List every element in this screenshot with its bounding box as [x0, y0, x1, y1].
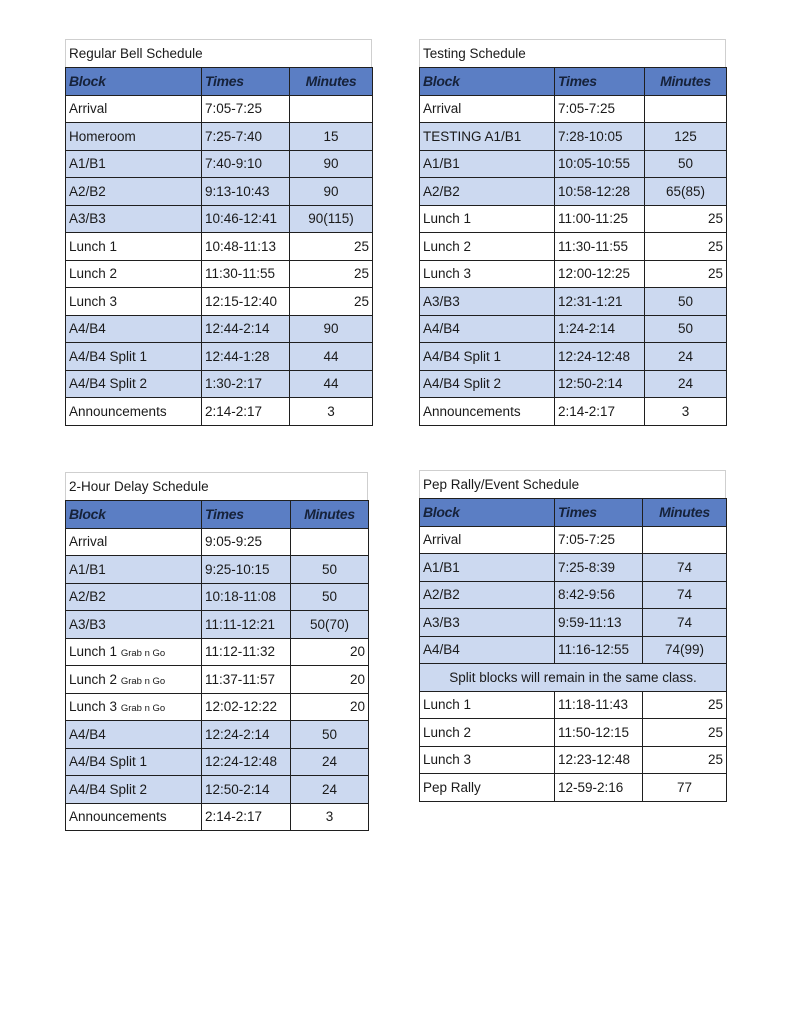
block-cell: A1/B1 [420, 150, 555, 178]
times-cell: 12:50-2:14 [555, 370, 645, 398]
block-cell: Lunch 1 [420, 205, 555, 233]
times-cell: 12:50-2:14 [202, 776, 291, 804]
times-cell: 2:14-2:17 [202, 398, 290, 426]
block-cell: TESTING A1/B1 [420, 123, 555, 151]
block-cell: Lunch 2 [420, 233, 555, 261]
table-row [66, 343, 373, 371]
header-row [420, 68, 727, 96]
times-cell: 7:05-7:25 [555, 95, 645, 123]
block-cell: A4/B4 Split 1 [66, 343, 202, 371]
block-cell: Announcements [420, 398, 555, 426]
table-row [420, 370, 727, 398]
block-cell: A4/B4 Split 1 [420, 343, 555, 371]
table-row [66, 150, 373, 178]
block-cell: Lunch 2 [420, 719, 555, 747]
minutes-cell: 25 [290, 233, 373, 261]
times-cell: 10:46-12:41 [202, 205, 290, 233]
times-cell: 1:30-2:17 [202, 370, 290, 398]
block-cell: Announcements [66, 398, 202, 426]
minutes-cell: 25 [290, 288, 373, 316]
times-cell: 12:44-2:14 [202, 315, 290, 343]
block-cell: Lunch 2 [66, 260, 202, 288]
table-row [420, 288, 727, 316]
block-label: Lunch 2 [69, 671, 118, 687]
block-cell: Lunch 3 [420, 260, 555, 288]
minutes-cell: 90 [290, 315, 373, 343]
times-cell: 10:05-10:55 [555, 150, 645, 178]
block-cell: A3/B3 [66, 611, 202, 639]
block-cell: A4/B4 [66, 315, 202, 343]
block-cell: A3/B3 [420, 288, 555, 316]
schedule-title: Pep Rally/Event Schedule [419, 470, 726, 498]
minutes-cell: 25 [643, 746, 727, 774]
header-block: Block [420, 68, 555, 96]
minutes-cell [643, 526, 727, 554]
block-cell: Homeroom [66, 123, 202, 151]
table-row [66, 803, 369, 831]
times-cell: 11:00-11:25 [555, 205, 645, 233]
table-row [66, 370, 373, 398]
table-row [420, 95, 727, 123]
minutes-cell: 77 [643, 774, 727, 802]
table-row [66, 748, 369, 776]
block-cell: A4/B4 Split 2 [420, 370, 555, 398]
times-cell: 11:50-12:15 [555, 719, 643, 747]
header-block: Block [420, 499, 555, 527]
times-cell: 7:40-9:10 [202, 150, 290, 178]
header-minutes: Minutes [643, 499, 727, 527]
times-cell: 12:44-1:28 [202, 343, 290, 371]
minutes-cell: 24 [645, 343, 727, 371]
minutes-cell: 24 [291, 748, 369, 776]
block-cell: Arrival [420, 95, 555, 123]
grab-n-go-note: Grab n Go [120, 648, 166, 660]
grab-n-go-note: Grab n Go [120, 675, 166, 687]
table-row [420, 554, 727, 582]
times-cell: 7:05-7:25 [555, 526, 643, 554]
header-minutes: Minutes [291, 501, 369, 529]
table-row [66, 315, 373, 343]
table-row [420, 581, 727, 609]
minutes-cell: 50 [291, 583, 369, 611]
times-cell: 9:59-11:13 [555, 609, 643, 637]
regular-bell-schedule [65, 39, 372, 426]
block-cell [66, 693, 202, 721]
table-row [420, 691, 727, 719]
pep-rally-schedule [419, 470, 726, 802]
table-row [66, 556, 369, 584]
minutes-cell: 44 [290, 370, 373, 398]
block-cell: A2/B2 [420, 581, 555, 609]
block-cell: A2/B2 [66, 583, 202, 611]
table-row [420, 178, 727, 206]
block-cell: Arrival [66, 95, 202, 123]
table-row [420, 526, 727, 554]
times-cell: 12:24-12:48 [555, 343, 645, 371]
block-cell: A1/B1 [66, 150, 202, 178]
times-cell: 10:18-11:08 [202, 583, 291, 611]
times-cell: 9:25-10:15 [202, 556, 291, 584]
schedule-title: Regular Bell Schedule [65, 39, 372, 67]
header-row [66, 501, 369, 529]
table-row [420, 260, 727, 288]
table-row [66, 288, 373, 316]
times-cell: 9:05-9:25 [202, 528, 291, 556]
table-row [66, 693, 369, 721]
block-cell: A4/B4 [420, 315, 555, 343]
table-row [66, 638, 369, 666]
minutes-cell: 24 [645, 370, 727, 398]
block-cell [66, 666, 202, 694]
minutes-cell: 44 [290, 343, 373, 371]
table-row [66, 233, 373, 261]
minutes-cell: 65(85) [645, 178, 727, 206]
header-minutes: Minutes [290, 68, 373, 96]
table-row [420, 609, 727, 637]
times-cell: 12:24-12:48 [202, 748, 291, 776]
minutes-cell: 50 [291, 556, 369, 584]
header-times: Times [202, 501, 291, 529]
grab-n-go-note: Grab n Go [120, 703, 166, 715]
table-row [420, 719, 727, 747]
table-row [420, 205, 727, 233]
table-row [66, 583, 369, 611]
minutes-cell: 74 [643, 609, 727, 637]
table-row [420, 398, 727, 426]
minutes-cell: 20 [291, 638, 369, 666]
minutes-cell: 90(115) [290, 205, 373, 233]
table-row [66, 205, 373, 233]
block-cell: A4/B4 Split 2 [66, 776, 202, 804]
header-minutes: Minutes [645, 68, 727, 96]
block-cell: A2/B2 [420, 178, 555, 206]
block-cell: A1/B1 [66, 556, 202, 584]
header-times: Times [555, 499, 643, 527]
times-cell: 7:25-8:39 [555, 554, 643, 582]
minutes-cell: 90 [290, 178, 373, 206]
times-cell: 11:30-11:55 [202, 260, 290, 288]
table-row [66, 721, 369, 749]
minutes-cell: 25 [645, 205, 727, 233]
times-cell: 12:15-12:40 [202, 288, 290, 316]
minutes-cell: 74(99) [643, 636, 727, 664]
block-cell: Pep Rally [420, 774, 555, 802]
table-row [420, 746, 727, 774]
minutes-cell: 3 [291, 803, 369, 831]
table-row [66, 123, 373, 151]
split-blocks-note: Split blocks will remain in the same class. [420, 664, 727, 692]
minutes-cell: 25 [290, 260, 373, 288]
minutes-cell: 20 [291, 693, 369, 721]
minutes-cell: 74 [643, 554, 727, 582]
times-cell: 1:24-2:14 [555, 315, 645, 343]
block-cell: A3/B3 [420, 609, 555, 637]
table-row [420, 150, 727, 178]
block-cell: Announcements [66, 803, 202, 831]
minutes-cell: 50 [645, 150, 727, 178]
table-row [420, 774, 727, 802]
table-row [420, 636, 727, 664]
minutes-cell: 50 [645, 288, 727, 316]
testing-schedule [419, 39, 726, 426]
table-row [66, 611, 369, 639]
block-cell: Lunch 1 [66, 233, 202, 261]
block-cell [66, 638, 202, 666]
header-times: Times [202, 68, 290, 96]
times-cell: 12:31-1:21 [555, 288, 645, 316]
header-row [66, 68, 373, 96]
times-cell: 10:48-11:13 [202, 233, 290, 261]
table-row [420, 343, 727, 371]
minutes-cell: 74 [643, 581, 727, 609]
block-label: Lunch 1 [69, 644, 118, 660]
times-cell: 2:14-2:17 [202, 803, 291, 831]
times-cell: 11:30-11:55 [555, 233, 645, 261]
block-cell: Lunch 1 [420, 691, 555, 719]
block-cell: Arrival [420, 526, 555, 554]
schedule-table [419, 498, 727, 802]
times-cell: 9:13-10:43 [202, 178, 290, 206]
schedule-table [65, 500, 369, 831]
schedule-table [65, 67, 373, 426]
block-cell: A4/B4 Split 1 [66, 748, 202, 776]
times-cell: 12:00-12:25 [555, 260, 645, 288]
times-cell: 10:58-12:28 [555, 178, 645, 206]
minutes-cell [645, 95, 727, 123]
block-cell: A2/B2 [66, 178, 202, 206]
times-cell: 8:42-9:56 [555, 581, 643, 609]
table-row [66, 260, 373, 288]
minutes-cell: 50(70) [291, 611, 369, 639]
times-cell: 12-59-2:16 [555, 774, 643, 802]
times-cell: 7:25-7:40 [202, 123, 290, 151]
delay-schedule [65, 472, 368, 831]
table-row [66, 178, 373, 206]
block-cell: A1/B1 [420, 554, 555, 582]
minutes-cell: 15 [290, 123, 373, 151]
minutes-cell: 90 [290, 150, 373, 178]
minutes-cell: 3 [290, 398, 373, 426]
minutes-cell: 3 [645, 398, 727, 426]
times-cell: 11:12-11:32 [202, 638, 291, 666]
times-cell: 12:02-12:22 [202, 693, 291, 721]
minutes-cell: 25 [645, 233, 727, 261]
schedule-title: 2-Hour Delay Schedule [65, 472, 368, 500]
times-cell: 11:11-12:21 [202, 611, 291, 639]
table-row [66, 528, 369, 556]
block-label: Lunch 3 [69, 699, 118, 715]
block-cell: A3/B3 [66, 205, 202, 233]
schedule-title: Testing Schedule [419, 39, 726, 67]
header-row [420, 499, 727, 527]
table-row [66, 398, 373, 426]
times-cell: 11:16-12:55 [555, 636, 643, 664]
minutes-cell: 24 [291, 776, 369, 804]
times-cell: 12:23-12:48 [555, 746, 643, 774]
minutes-cell: 125 [645, 123, 727, 151]
block-cell: Lunch 3 [66, 288, 202, 316]
table-row [66, 666, 369, 694]
minutes-cell: 50 [645, 315, 727, 343]
minutes-cell: 25 [645, 260, 727, 288]
times-cell: 12:24-2:14 [202, 721, 291, 749]
table-row [420, 123, 727, 151]
table-row [66, 95, 373, 123]
block-cell: A4/B4 Split 2 [66, 370, 202, 398]
minutes-cell: 20 [291, 666, 369, 694]
times-cell: 11:18-11:43 [555, 691, 643, 719]
note-row [420, 664, 727, 692]
minutes-cell [291, 528, 369, 556]
header-times: Times [555, 68, 645, 96]
block-cell: A4/B4 [420, 636, 555, 664]
table-row [420, 315, 727, 343]
header-block: Block [66, 68, 202, 96]
times-cell: 11:37-11:57 [202, 666, 291, 694]
schedule-table [419, 67, 727, 426]
minutes-cell: 25 [643, 719, 727, 747]
times-cell: 7:28-10:05 [555, 123, 645, 151]
times-cell: 7:05-7:25 [202, 95, 290, 123]
header-block: Block [66, 501, 202, 529]
table-row [66, 776, 369, 804]
table-row [420, 233, 727, 261]
block-cell: Lunch 3 [420, 746, 555, 774]
block-cell: A4/B4 [66, 721, 202, 749]
minutes-cell: 25 [643, 691, 727, 719]
minutes-cell [290, 95, 373, 123]
block-cell: Arrival [66, 528, 202, 556]
times-cell: 2:14-2:17 [555, 398, 645, 426]
minutes-cell: 50 [291, 721, 369, 749]
